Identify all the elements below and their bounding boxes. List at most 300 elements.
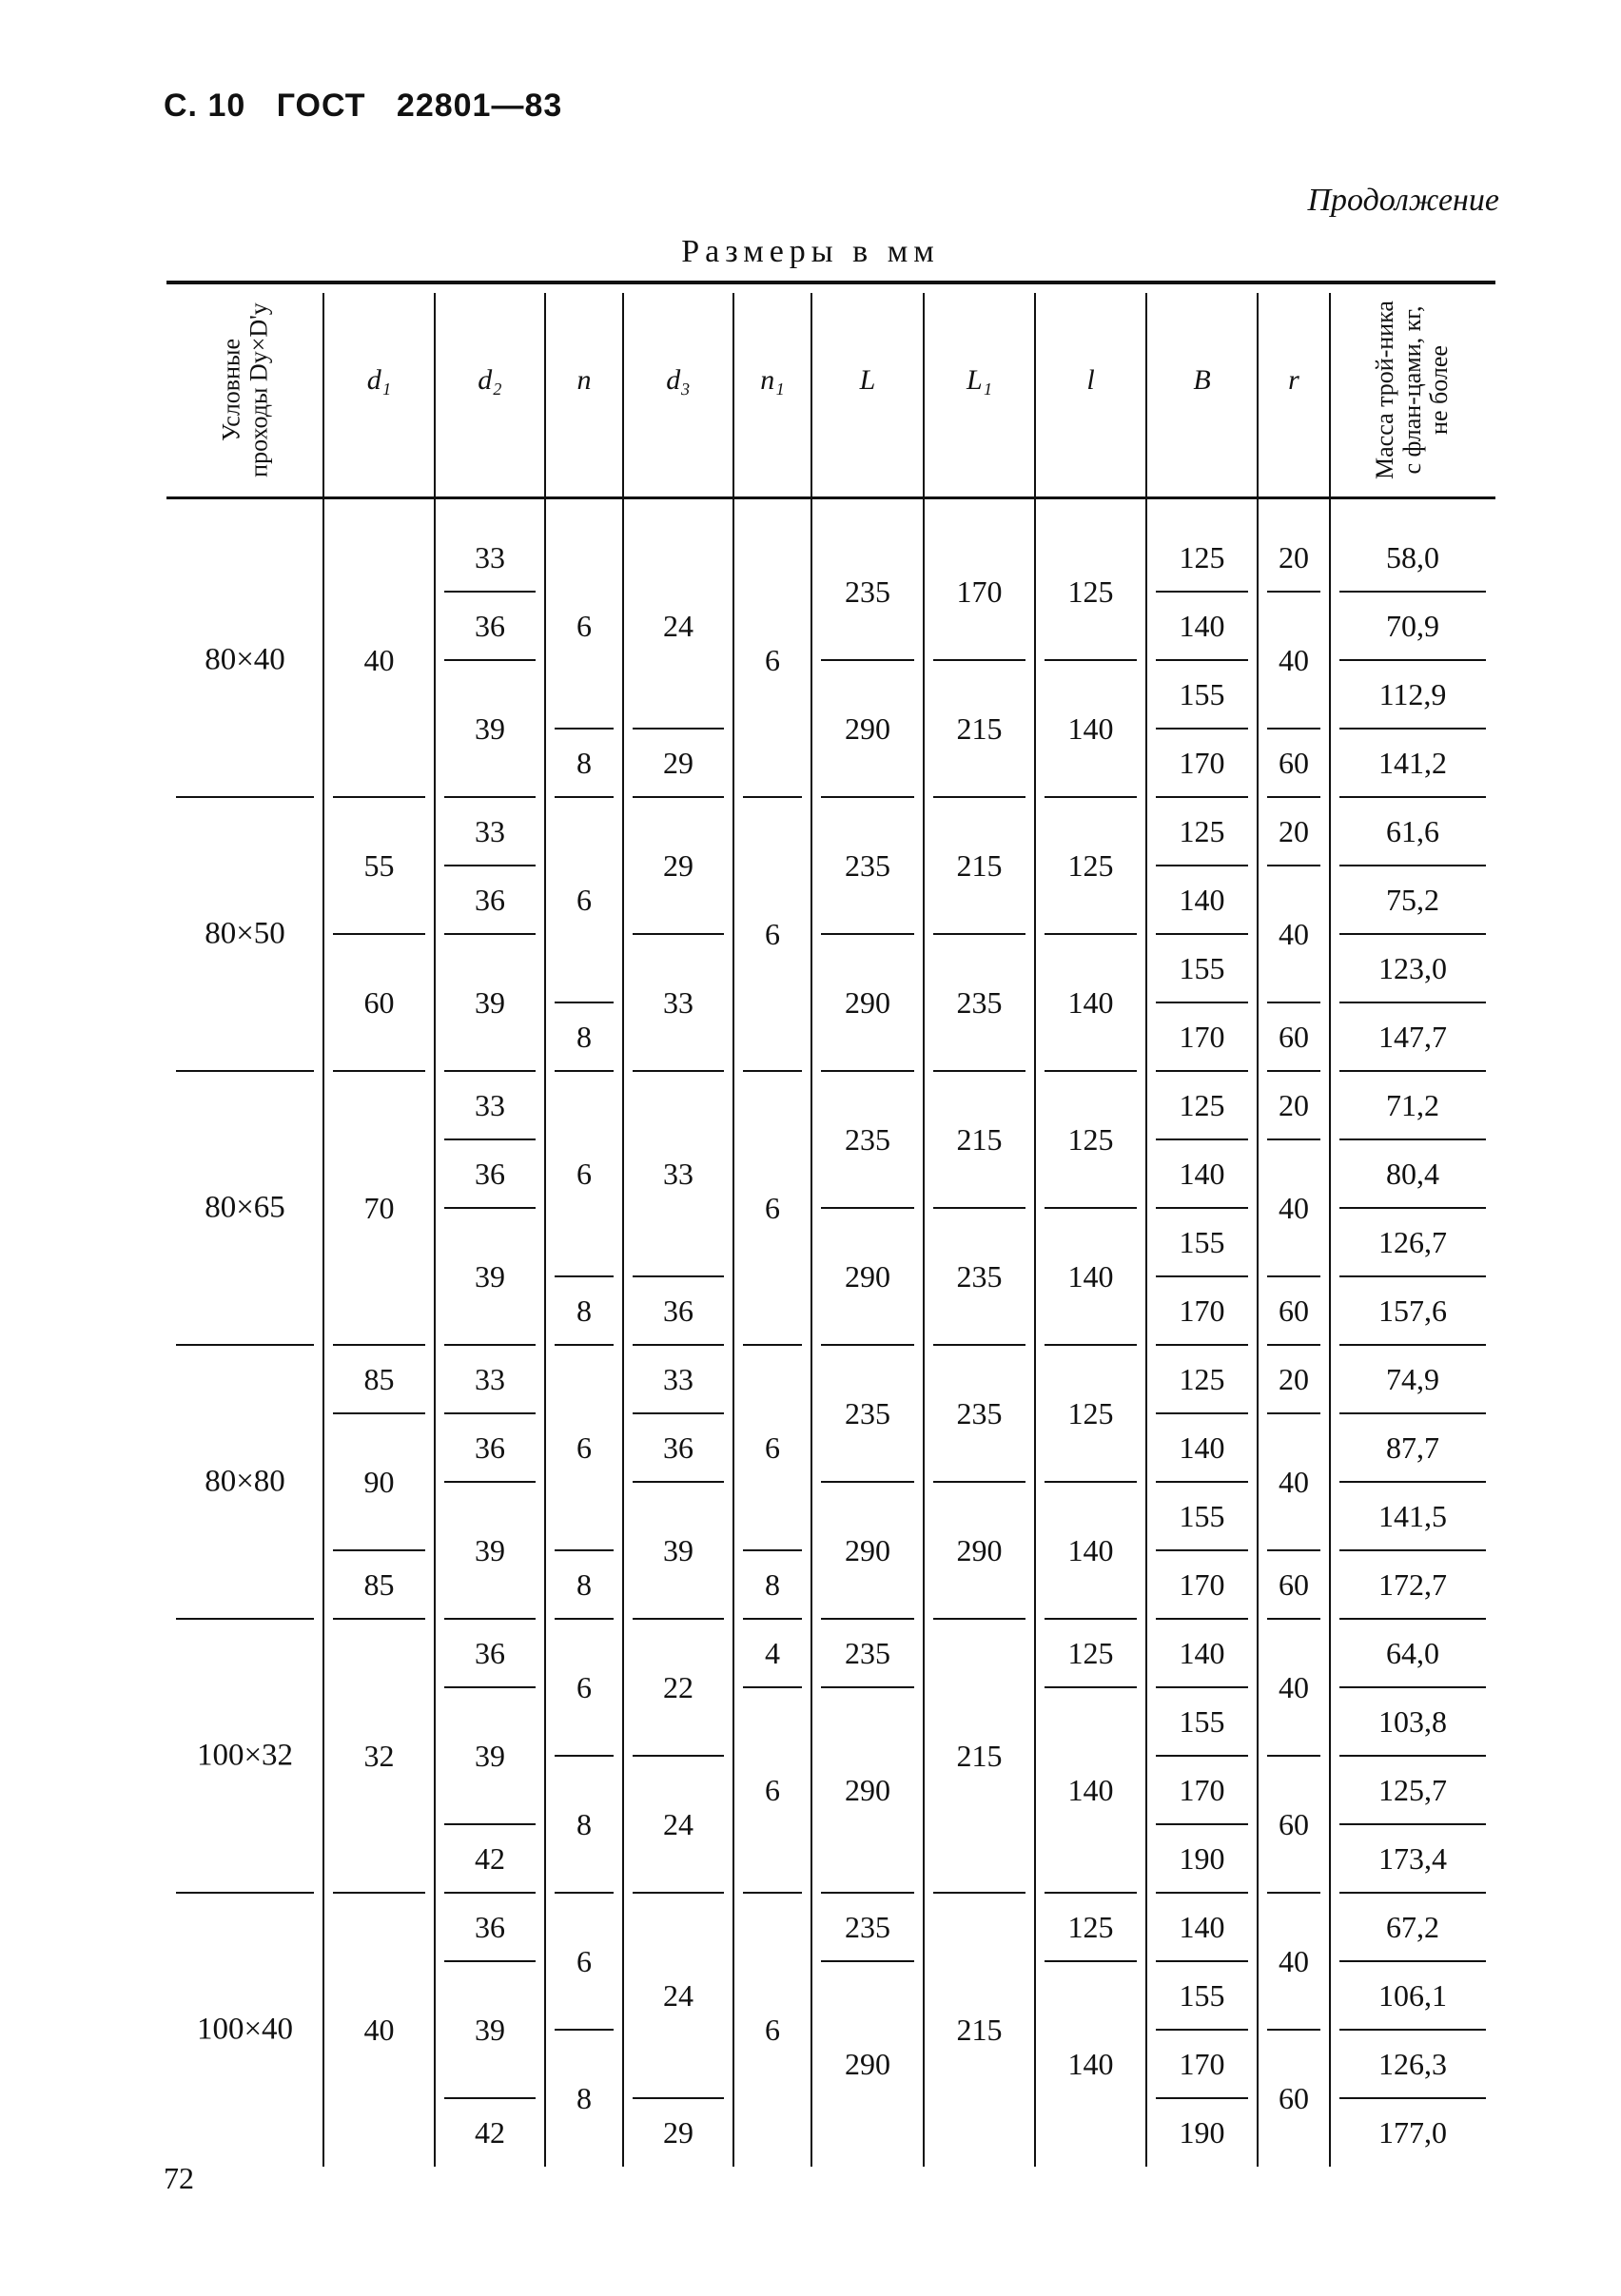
cell-mass: 67,2: [1386, 1910, 1439, 1944]
cell-divider: [1156, 659, 1248, 661]
cell-B: 140: [1179, 1910, 1225, 1944]
cell-divider: [1339, 1275, 1486, 1277]
cell-divider: [1339, 1618, 1486, 1620]
cell-divider: [1339, 865, 1486, 866]
cell-L: 235: [845, 574, 890, 609]
cell-divider: [555, 1892, 614, 1894]
cell-B: 170: [1179, 746, 1225, 780]
cell-dy: 80×65: [205, 1190, 285, 1225]
cell-divider: [1267, 1344, 1320, 1346]
cell-r: 40: [1279, 1670, 1309, 1704]
cell-l: 140: [1067, 985, 1114, 1020]
cell-L: 235: [845, 848, 890, 883]
cell-d2: 36: [475, 1910, 505, 1944]
column-rule: [544, 293, 546, 2167]
cell-divider: [1156, 1481, 1248, 1483]
cell-l: 125: [1067, 1122, 1114, 1157]
cell-L1: 235: [956, 1259, 1003, 1294]
cell-L1: 215: [956, 1122, 1003, 1157]
cell-n1: 6: [765, 917, 780, 951]
column-header-L1: L₁: [966, 364, 993, 396]
cell-divider: [1045, 1960, 1137, 1962]
cell-divider: [633, 1755, 724, 1757]
cell-mass: 177,0: [1378, 2115, 1447, 2150]
cell-divider: [176, 1070, 314, 1072]
cell-divider: [1156, 591, 1248, 593]
cell-B: 170: [1179, 1773, 1225, 1807]
cell-divider: [1267, 1002, 1320, 1003]
cell-divider: [1267, 796, 1320, 798]
cell-divider: [1156, 1138, 1248, 1140]
cell-divider: [1156, 2097, 1248, 2099]
cell-divider: [333, 1070, 425, 1072]
cell-divider: [1339, 1344, 1486, 1346]
cell-divider: [1339, 1002, 1486, 1003]
cell-d3: 33: [663, 1362, 693, 1396]
cell-B: 155: [1179, 1499, 1225, 1533]
cell-divider: [555, 1618, 614, 1620]
cell-l: 140: [1067, 1773, 1114, 1807]
cell-divider: [1267, 865, 1320, 866]
cell-divider: [1267, 591, 1320, 593]
cell-L1: 215: [956, 1739, 1003, 1773]
cell-divider: [1156, 2029, 1248, 2031]
cell-divider: [633, 933, 724, 935]
cell-B: 125: [1179, 1362, 1225, 1396]
cell-divider: [444, 1138, 536, 1140]
cell-L1: 290: [956, 1533, 1003, 1567]
cell-B: 125: [1179, 1088, 1225, 1122]
cell-n1: 6: [765, 1773, 780, 1807]
cell-divider: [1156, 1002, 1248, 1003]
cell-divider: [1267, 1755, 1320, 1757]
cell-divider: [1267, 1892, 1320, 1894]
cell-divider: [821, 1892, 914, 1894]
cell-divider: [1045, 1686, 1137, 1688]
cell-divider: [555, 1755, 614, 1757]
cell-d2: 39: [475, 1533, 505, 1567]
column-rule: [732, 293, 734, 2167]
cell-divider: [821, 1070, 914, 1072]
cell-divider: [821, 1686, 914, 1688]
cell-mass: 70,9: [1386, 609, 1439, 643]
cell-mass: 141,2: [1378, 746, 1447, 780]
cell-divider: [444, 1823, 536, 1825]
cell-d2: 42: [475, 2115, 505, 2150]
cell-divider: [743, 1070, 802, 1072]
cell-divider: [555, 1002, 614, 1003]
cell-B: 140: [1179, 1157, 1225, 1191]
cell-divider: [1045, 659, 1137, 661]
cell-dy: 80×40: [205, 642, 285, 677]
cell-B: 170: [1179, 1020, 1225, 1054]
cell-divider: [1156, 865, 1248, 866]
cell-n: 8: [576, 2081, 592, 2115]
cell-divider: [633, 2097, 724, 2099]
standard-label: ГОСТ: [276, 88, 366, 124]
cell-l: 125: [1067, 1636, 1114, 1670]
cell-d3: 22: [663, 1670, 693, 1704]
cell-d3: 29: [663, 746, 693, 780]
cell-divider: [1156, 796, 1248, 798]
cell-B: 155: [1179, 1978, 1225, 2013]
cell-divider: [821, 1618, 914, 1620]
cell-d2: 39: [475, 985, 505, 1020]
cell-divider: [1339, 933, 1486, 935]
cell-d3: 24: [663, 1807, 693, 1841]
cell-divider: [633, 1481, 724, 1483]
cell-divider: [333, 933, 425, 935]
cell-divider: [1339, 1549, 1486, 1551]
cell-divider: [1339, 1070, 1486, 1072]
cell-l: 125: [1067, 1910, 1114, 1944]
cell-divider: [933, 1618, 1025, 1620]
cell-r: 40: [1279, 917, 1309, 951]
cell-divider: [1267, 1549, 1320, 1551]
cell-divider: [633, 1892, 724, 1894]
cell-r: 40: [1279, 643, 1309, 677]
cell-n1: 6: [765, 1430, 780, 1465]
cell-divider: [1045, 1207, 1137, 1209]
cell-d3: 33: [663, 1157, 693, 1191]
cell-divider: [1339, 2029, 1486, 2031]
cell-n: 8: [576, 1020, 592, 1054]
cell-divider: [1267, 1070, 1320, 1072]
cell-mass: 103,8: [1378, 1704, 1447, 1739]
cell-B: 170: [1179, 1294, 1225, 1328]
cell-L1: 235: [956, 1396, 1003, 1430]
cell-mass: 157,6: [1378, 1294, 1447, 1328]
cell-mass: 126,3: [1378, 2047, 1447, 2081]
cell-r: 20: [1279, 1362, 1309, 1396]
cell-L1: 170: [956, 574, 1003, 609]
cell-n: 8: [576, 746, 592, 780]
cell-r: 60: [1279, 1294, 1309, 1328]
cell-divider: [1045, 1344, 1137, 1346]
cell-divider: [1156, 1686, 1248, 1688]
cell-B: 155: [1179, 951, 1225, 985]
cell-n: 6: [576, 883, 592, 917]
cell-divider: [555, 1549, 614, 1551]
cell-d1: 55: [363, 848, 395, 883]
column-header-l: l: [1086, 364, 1095, 396]
cell-divider: [1156, 1070, 1248, 1072]
cell-divider: [444, 1960, 536, 1962]
cell-divider: [1339, 1755, 1486, 1757]
cell-mass: 58,0: [1386, 540, 1439, 574]
cell-divider: [444, 865, 536, 866]
cell-r: 20: [1279, 814, 1309, 848]
cell-divider: [1045, 796, 1137, 798]
cell-d2: 36: [475, 1430, 505, 1465]
cell-divider: [1339, 1481, 1486, 1483]
cell-divider: [1267, 1618, 1320, 1620]
cell-divider: [1156, 1412, 1248, 1414]
cell-divider: [821, 1207, 914, 1209]
cell-B: 140: [1179, 609, 1225, 643]
cell-divider: [1156, 933, 1248, 935]
cell-divider: [333, 1618, 425, 1620]
continuation-label: Продолжение: [1307, 183, 1499, 218]
cell-divider: [933, 1070, 1025, 1072]
cell-l: 140: [1067, 1259, 1114, 1294]
cell-B: 155: [1179, 677, 1225, 711]
column-rule: [923, 293, 925, 2167]
cell-divider: [444, 1892, 536, 1894]
cell-divider: [743, 1344, 802, 1346]
cell-l: 125: [1067, 848, 1114, 883]
cell-B: 140: [1179, 1636, 1225, 1670]
cell-divider: [1045, 1481, 1137, 1483]
cell-mass: 71,2: [1386, 1088, 1439, 1122]
cell-divider: [444, 1481, 536, 1483]
column-header-d3: d₃: [666, 364, 691, 396]
cell-divider: [933, 796, 1025, 798]
cell-divider: [933, 1892, 1025, 1894]
cell-L: 235: [845, 1636, 890, 1670]
cell-L1: 215: [956, 711, 1003, 746]
cell-divider: [1339, 1960, 1486, 1962]
header-bottom-rule: [166, 496, 1495, 499]
cell-L: 235: [845, 1122, 890, 1157]
cell-divider: [821, 796, 914, 798]
cell-l: 140: [1067, 711, 1114, 746]
cell-divider: [1156, 1549, 1248, 1551]
cell-mass: 80,4: [1386, 1157, 1439, 1191]
table-top-rule: [166, 281, 1495, 284]
cell-divider: [444, 1618, 536, 1620]
cell-divider: [1156, 1823, 1248, 1825]
column-rule: [1329, 293, 1331, 2167]
page-number: 72: [164, 2161, 194, 2195]
cell-n: 6: [576, 1157, 592, 1191]
cell-divider: [1156, 1344, 1248, 1346]
cell-r: 60: [1279, 2081, 1309, 2115]
column-rule: [1034, 293, 1036, 2167]
cell-divider: [444, 1344, 536, 1346]
cell-divider: [633, 1412, 724, 1414]
cell-n: 6: [576, 1430, 592, 1465]
cell-divider: [176, 1618, 314, 1620]
column-rule: [622, 293, 624, 2167]
cell-d2: 36: [475, 1157, 505, 1191]
cell-n1: 6: [765, 643, 780, 677]
cell-divider: [555, 1275, 614, 1277]
cell-d3: 36: [663, 1294, 693, 1328]
cell-d2: 39: [475, 711, 505, 746]
cell-divider: [555, 1070, 614, 1072]
cell-divider: [555, 796, 614, 798]
cell-mass: 106,1: [1378, 1978, 1447, 2013]
cell-n: 8: [576, 1294, 592, 1328]
cell-d2: 33: [475, 540, 505, 574]
cell-d3: 24: [663, 1978, 693, 2013]
column-header-n: n: [576, 364, 592, 396]
cell-d3: 33: [663, 985, 693, 1020]
units-title: Размеры в мм: [681, 234, 940, 269]
cell-L1: 215: [956, 848, 1003, 883]
cell-divider: [821, 1344, 914, 1346]
cell-d1: 60: [363, 985, 395, 1020]
cell-divider: [1156, 1207, 1248, 1209]
cell-d2: 33: [475, 814, 505, 848]
cell-L: 290: [845, 1259, 890, 1294]
cell-d2: 33: [475, 1088, 505, 1122]
cell-divider: [821, 933, 914, 935]
column-header-B: B: [1193, 364, 1211, 396]
cell-divider: [444, 2097, 536, 2099]
cell-L: 290: [845, 2047, 890, 2081]
cell-r: 40: [1279, 1191, 1309, 1225]
column-rule: [810, 293, 812, 2167]
cell-dy: 80×80: [205, 1464, 285, 1499]
cell-mass: 123,0: [1378, 951, 1447, 985]
cell-d1: 85: [363, 1567, 395, 1602]
cell-r: 20: [1279, 540, 1309, 574]
cell-divider: [555, 728, 614, 730]
cell-r: 60: [1279, 1020, 1309, 1054]
cell-divider: [444, 796, 536, 798]
column-header-n1: n₁: [760, 364, 785, 396]
cell-divider: [1339, 2097, 1486, 2099]
cell-divider: [821, 1960, 914, 1962]
cell-mass: 87,7: [1386, 1430, 1439, 1465]
cell-d2: 42: [475, 1841, 505, 1876]
cell-B: 170: [1179, 2047, 1225, 2081]
cell-divider: [743, 1618, 802, 1620]
cell-divider: [1339, 1686, 1486, 1688]
cell-L: 290: [845, 711, 890, 746]
cell-divider: [333, 1412, 425, 1414]
cell-L: 290: [845, 1533, 890, 1567]
cell-r: 60: [1279, 1807, 1309, 1841]
cell-divider: [1267, 1275, 1320, 1277]
cell-mass: 126,7: [1378, 1225, 1447, 1259]
cell-divider: [1156, 1275, 1248, 1277]
cell-mass: 172,7: [1378, 1567, 1447, 1602]
cell-divider: [933, 1481, 1025, 1483]
cell-divider: [1045, 1892, 1137, 1894]
cell-dy: 80×50: [205, 916, 285, 951]
cell-divider: [633, 1275, 724, 1277]
cell-divider: [333, 1344, 425, 1346]
cell-l: 125: [1067, 1396, 1114, 1430]
cell-divider: [1339, 591, 1486, 593]
cell-L: 235: [845, 1910, 890, 1944]
cell-d3: 39: [663, 1533, 693, 1567]
cell-r: 20: [1279, 1088, 1309, 1122]
cell-divider: [1156, 1618, 1248, 1620]
cell-divider: [1339, 659, 1486, 661]
cell-B: 155: [1179, 1225, 1225, 1259]
cell-divider: [1339, 1412, 1486, 1414]
column-rule: [322, 293, 324, 2167]
cell-B: 125: [1179, 540, 1225, 574]
cell-divider: [933, 1344, 1025, 1346]
cell-d3: 36: [663, 1430, 693, 1465]
cell-d2: 39: [475, 2013, 505, 2047]
column-header-dy: Условные проходы Dy×D'y: [216, 302, 272, 477]
cell-l: 140: [1067, 2047, 1114, 2081]
cell-n: 6: [576, 1944, 592, 1978]
cell-divider: [1156, 1960, 1248, 1962]
cell-divider: [1045, 1618, 1137, 1620]
cell-divider: [1267, 2029, 1320, 2031]
cell-divider: [633, 796, 724, 798]
cell-divider: [1339, 796, 1486, 798]
cell-l: 125: [1067, 574, 1114, 609]
cell-divider: [633, 1344, 724, 1346]
cell-d3: 29: [663, 2115, 693, 2150]
cell-divider: [1156, 1755, 1248, 1757]
cell-d1: 70: [363, 1191, 395, 1225]
cell-divider: [1267, 728, 1320, 730]
standard-number: 22801—83: [396, 88, 563, 124]
cell-d1: 40: [363, 643, 395, 677]
cell-n1: 8: [765, 1567, 780, 1602]
cell-d1: 90: [363, 1465, 395, 1499]
cell-divider: [176, 796, 314, 798]
cell-divider: [555, 2029, 614, 2031]
cell-mass: 141,5: [1378, 1499, 1447, 1533]
cell-d1: 32: [363, 1739, 395, 1773]
cell-mass: 74,9: [1386, 1362, 1439, 1396]
cell-divider: [1045, 1070, 1137, 1072]
column-header-mass: Масса трой-ника с флан-цами, кг, не более: [1371, 301, 1454, 479]
cell-divider: [1156, 728, 1248, 730]
cell-d2: 39: [475, 1259, 505, 1294]
cell-L: 235: [845, 1396, 890, 1430]
cell-divider: [933, 1207, 1025, 1209]
column-header-r: r: [1288, 364, 1299, 396]
column-header-d1: d₁: [366, 364, 392, 396]
cell-B: 190: [1179, 2115, 1225, 2150]
cell-L: 290: [845, 1773, 890, 1807]
page-ref: С. 10: [164, 88, 246, 124]
cell-r: 40: [1279, 1944, 1309, 1978]
cell-B: 140: [1179, 883, 1225, 917]
cell-dy: 100×40: [196, 2012, 294, 2047]
cell-divider: [444, 591, 536, 593]
cell-divider: [444, 659, 536, 661]
cell-divider: [633, 1618, 724, 1620]
cell-d2: 39: [475, 1739, 505, 1773]
cell-divider: [1339, 1138, 1486, 1140]
cell-divider: [633, 1070, 724, 1072]
cell-divider: [933, 659, 1025, 661]
cell-divider: [633, 728, 724, 730]
cell-mass: 61,6: [1386, 814, 1439, 848]
cell-d3: 29: [663, 848, 693, 883]
cell-B: 140: [1179, 1430, 1225, 1465]
cell-l: 140: [1067, 1533, 1114, 1567]
cell-divider: [743, 1892, 802, 1894]
cell-n1: 4: [765, 1636, 780, 1670]
cell-divider: [1156, 1892, 1248, 1894]
cell-B: 125: [1179, 814, 1225, 848]
cell-divider: [176, 1892, 314, 1894]
cell-d3: 24: [663, 609, 693, 643]
cell-divider: [743, 796, 802, 798]
cell-divider: [743, 1686, 802, 1688]
column-rule: [1145, 293, 1147, 2167]
cell-d2: 33: [475, 1362, 505, 1396]
cell-mass: 147,7: [1378, 1020, 1447, 1054]
cell-d2: 36: [475, 883, 505, 917]
cell-r: 40: [1279, 1465, 1309, 1499]
cell-L: 290: [845, 985, 890, 1020]
cell-divider: [1267, 1138, 1320, 1140]
